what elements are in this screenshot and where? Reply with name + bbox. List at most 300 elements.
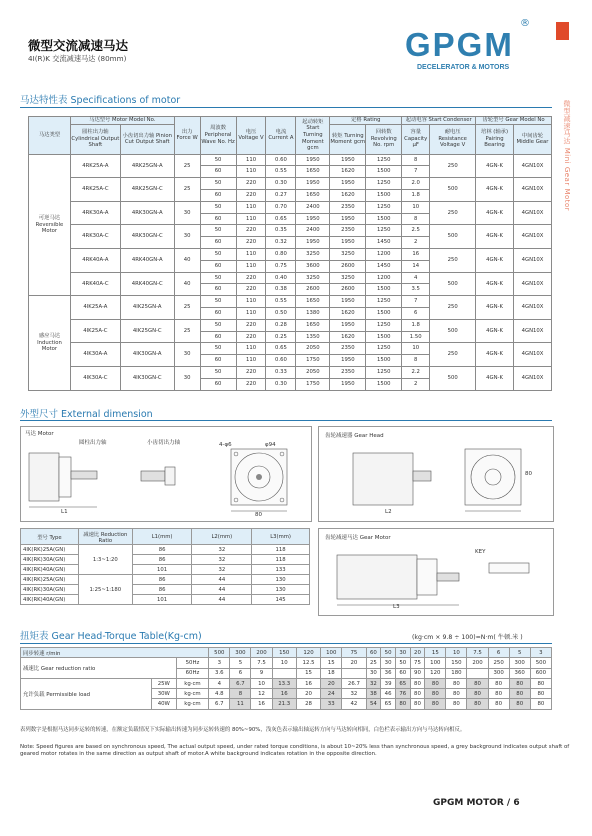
torque-ratio-cell: 50 bbox=[395, 658, 410, 668]
dim-table bbox=[20, 528, 310, 605]
torque-watt-cell: 40W bbox=[151, 699, 176, 709]
motor-drawing-panel bbox=[20, 426, 312, 522]
torque-load-cell: 24 bbox=[321, 689, 342, 699]
cyl-shaft-label: 圆柱出力轴 bbox=[79, 440, 107, 446]
spec-section-title: 马达特性表 Specifications of motor bbox=[20, 95, 181, 106]
torque-ratio-cell: 10 bbox=[272, 658, 296, 668]
spec-cell: 30 bbox=[174, 225, 200, 249]
spec-cell: 220 bbox=[236, 225, 266, 237]
spec-cell: 4GN10X bbox=[514, 201, 552, 225]
spec-cell: 30 bbox=[174, 201, 200, 225]
spec-cell: 1200 bbox=[366, 248, 402, 260]
spec-cell: 4RK30GN-C bbox=[120, 225, 174, 249]
spec-cell: 110 bbox=[236, 201, 266, 213]
spec-cell: 50 bbox=[200, 248, 236, 260]
spec-header-start: 起动转矩 Start Turning Moment gcm bbox=[296, 117, 330, 155]
torque-ratio-cell bbox=[342, 668, 366, 678]
spec-cell: 4IK25GN-A bbox=[120, 296, 174, 320]
spec-cell: 0.65 bbox=[266, 343, 296, 355]
spec-cell: 40 bbox=[174, 272, 200, 296]
spec-cell: 60 bbox=[200, 213, 236, 225]
spec-cell: 1250 bbox=[366, 366, 402, 378]
torque-load-cell: 20 bbox=[321, 678, 342, 688]
torque-load-cell: 26.7 bbox=[342, 678, 366, 688]
torque-speed-cell: 20 bbox=[410, 648, 425, 658]
dim-type-cell: 4IK(RK)40A(GN) bbox=[21, 565, 79, 575]
dim-type-cell: 4IK(RK)25A(GN) bbox=[21, 545, 79, 555]
torque-load-cell: 21.3 bbox=[272, 699, 296, 709]
dim-row bbox=[21, 555, 310, 565]
spec-cell: 50 bbox=[200, 154, 236, 166]
spec-cell: 8 bbox=[402, 154, 430, 166]
dim-ratio-cell: 1:3~1:20 bbox=[78, 545, 132, 575]
spec-cell: 2350 bbox=[330, 343, 366, 355]
spec-cell: 0.35 bbox=[266, 225, 296, 237]
spec-cell: 220 bbox=[236, 189, 266, 201]
spec-cell: 1650 bbox=[296, 319, 330, 331]
spec-cell: 1620 bbox=[330, 189, 366, 201]
spec-header-pinion: 小齿切出力轴 Pinion Cut Output Shaft bbox=[120, 124, 174, 154]
spec-row bbox=[29, 343, 552, 355]
torque-speed-cell: 10 bbox=[446, 648, 467, 658]
torque-ratio-cell: 3.6 bbox=[209, 668, 230, 678]
dim-cell: 130 bbox=[252, 575, 310, 585]
spec-cell: 3.5 bbox=[402, 284, 430, 296]
dim-cell: 118 bbox=[252, 555, 310, 565]
torque-speed-cell: 300 bbox=[230, 648, 251, 658]
torque-ratio-cell: 7.5 bbox=[251, 658, 272, 668]
spec-cell: 1350 bbox=[296, 331, 330, 343]
torque-load-cell: 80 bbox=[509, 678, 530, 688]
spec-cell: 1750 bbox=[296, 378, 330, 390]
spec-row bbox=[29, 248, 552, 260]
torque-ratio-label: 减速比 Gear reduction ratio bbox=[21, 658, 177, 679]
spec-cell: 4GN-K bbox=[476, 178, 514, 202]
spec-header-pair: 培林 (轴承) Pairing Bearing bbox=[476, 124, 514, 154]
spec-cell: 50 bbox=[200, 225, 236, 237]
torque-load-cell: 80 bbox=[530, 678, 551, 688]
side-label: 微型减速马达 Mini Gear Motor bbox=[563, 100, 571, 212]
torque-ratio-cell: 600 bbox=[530, 668, 551, 678]
spec-cell: 4IK30GN-C bbox=[120, 366, 174, 390]
torque-load-cell: 80 bbox=[467, 678, 488, 688]
torque-hz-cell: 50Hz bbox=[176, 658, 209, 668]
spec-cell: 110 bbox=[236, 355, 266, 367]
registered-mark: ® bbox=[520, 18, 530, 29]
spec-cell: 1950 bbox=[330, 154, 366, 166]
torque-load-cell: 16 bbox=[251, 699, 272, 709]
spec-row bbox=[29, 201, 552, 213]
spec-cell: 250 bbox=[430, 248, 476, 272]
spec-cell: 1200 bbox=[366, 272, 402, 284]
spec-cell: 4GN-K bbox=[476, 343, 514, 367]
spec-row bbox=[29, 366, 552, 378]
dim-header-l3: L3(mm) bbox=[252, 529, 310, 545]
torque-ratio-cell: 20 bbox=[342, 658, 366, 668]
spec-cell: 4IK30GN-A bbox=[120, 343, 174, 367]
torque-load-cell: 4 bbox=[209, 678, 230, 688]
torque-load-cell: 80 bbox=[530, 689, 551, 699]
spec-cell: 1250 bbox=[366, 178, 402, 190]
torque-load-cell: 80 bbox=[488, 678, 509, 688]
spec-cell: 3600 bbox=[296, 260, 330, 272]
spec-cell: 0.27 bbox=[266, 189, 296, 201]
torque-load-cell: 8 bbox=[230, 689, 251, 699]
torque-speed-cell: 150 bbox=[272, 648, 296, 658]
spec-cell: 220 bbox=[236, 237, 266, 249]
spec-header-rt: 转矩 Turning Moment gcm bbox=[330, 124, 366, 154]
spec-cell: 60 bbox=[200, 355, 236, 367]
torque-speed-cell: 30 bbox=[395, 648, 410, 658]
torque-ratio-cell: 200 bbox=[467, 658, 488, 668]
torque-load-cell: 80 bbox=[488, 689, 509, 699]
torque-ratio-cell: 90 bbox=[410, 668, 425, 678]
spec-cell: 110 bbox=[236, 343, 266, 355]
torque-load-cell: 46 bbox=[381, 689, 396, 699]
spec-cell: 2.5 bbox=[402, 225, 430, 237]
page-title: 微型交流减速马达 bbox=[28, 38, 129, 53]
torque-load-cell: 80 bbox=[446, 678, 467, 688]
brand-tagline: DECELERATOR & MOTORS bbox=[417, 64, 510, 71]
spec-cell: 2350 bbox=[330, 366, 366, 378]
torque-ratio-cell: 36 bbox=[381, 668, 396, 678]
spec-cell: 25 bbox=[174, 296, 200, 320]
torque-load-cell: 80 bbox=[488, 699, 509, 709]
torque-load-cell: 11 bbox=[230, 699, 251, 709]
spec-cell: 4GN10X bbox=[514, 296, 552, 320]
torque-ratio-cell: 180 bbox=[446, 668, 467, 678]
spec-row bbox=[29, 272, 552, 284]
spec-cell: 50 bbox=[200, 343, 236, 355]
spec-cell: 2 bbox=[402, 237, 430, 249]
spec-cell: 1250 bbox=[366, 154, 402, 166]
dim-l2-label: L2 bbox=[385, 509, 392, 515]
spec-cell: 4GN10X bbox=[514, 343, 552, 367]
gearmotor-drawing-panel bbox=[318, 528, 554, 616]
dim-cell: 130 bbox=[252, 585, 310, 595]
torque-speed-cell: 3 bbox=[530, 648, 551, 658]
spec-cell: 1650 bbox=[296, 166, 330, 178]
torque-ratio-cell: 15 bbox=[296, 668, 320, 678]
spec-cell: 1950 bbox=[330, 237, 366, 249]
torque-ratio-cell: 60 bbox=[395, 668, 410, 678]
note-en: Note: Speed figures are based on synchronous speed, The actual output speed, under rated torque conditions, is about 10~20% less than synchronous speed, a grey background indicates output shaft of geared motor rotates in the same direction as output shaft of motor.A white background indicates rotation in the opposite direction. bbox=[20, 744, 570, 758]
torque-speed-cell: 6 bbox=[488, 648, 509, 658]
spec-cell: 0.55 bbox=[266, 166, 296, 178]
spec-table bbox=[28, 116, 552, 391]
spec-cell: 1950 bbox=[296, 213, 330, 225]
page-subtitle: 4I(R)K 交流减速马达 (80mm) bbox=[28, 54, 127, 63]
spec-cell: 1950 bbox=[330, 178, 366, 190]
spec-cell: 4IK30A-C bbox=[70, 366, 120, 390]
torque-table bbox=[20, 647, 552, 710]
torque-load-cell: 28 bbox=[296, 699, 320, 709]
spec-header-force: 出力 Force W bbox=[174, 117, 200, 155]
torque-ratio-cell: 500 bbox=[530, 658, 551, 668]
dim-row bbox=[21, 595, 310, 605]
torque-divider bbox=[20, 643, 552, 644]
dim-cell: 86 bbox=[132, 555, 192, 565]
dim-l1-label: L1 bbox=[61, 509, 68, 515]
torque-watt-cell: 25W bbox=[151, 678, 176, 688]
torque-load-cell: 12 bbox=[251, 689, 272, 699]
dim-cell: 101 bbox=[132, 565, 192, 575]
spec-header-gear: 齿轮型号 Gear Model No bbox=[476, 117, 552, 125]
spec-cell: 0.70 bbox=[266, 201, 296, 213]
torque-load-cell: 80 bbox=[410, 678, 425, 688]
torque-ratio-cell: 300 bbox=[509, 658, 530, 668]
spec-cell: 1650 bbox=[296, 296, 330, 308]
torque-unit-cell: kg·cm bbox=[176, 699, 209, 709]
torque-load-cell: 80 bbox=[395, 699, 410, 709]
spec-cell: 220 bbox=[236, 366, 266, 378]
spec-cell: 1620 bbox=[330, 166, 366, 178]
spec-cell: 500 bbox=[430, 272, 476, 296]
spec-header-condenser: 起动电容 Start Condenser bbox=[402, 117, 476, 125]
spec-cell: 8 bbox=[402, 355, 430, 367]
spec-header-voltage: 电压 Voltage V bbox=[236, 117, 266, 155]
spec-cell: 110 bbox=[236, 154, 266, 166]
spec-header-current: 电流 Current A bbox=[266, 117, 296, 155]
dim-cell: 101 bbox=[132, 595, 192, 605]
gearhead-drawing bbox=[319, 427, 553, 521]
torque-speed-cell: 15 bbox=[425, 648, 446, 658]
torque-load-cell: 80 bbox=[509, 689, 530, 699]
spec-cell: 50 bbox=[200, 201, 236, 213]
spec-header-cap: 容量 Capacity μF bbox=[402, 124, 430, 154]
spec-cell: 6 bbox=[402, 307, 430, 319]
spec-header-res: 耐电压 Resistance Voltage V bbox=[430, 124, 476, 154]
spec-cell: 2600 bbox=[330, 284, 366, 296]
torque-speed-cell: 120 bbox=[296, 648, 320, 658]
torque-load-cell: 16 bbox=[296, 678, 320, 688]
spec-cell: 4GN-K bbox=[476, 201, 514, 225]
torque-load-cell: 80 bbox=[425, 689, 446, 699]
spec-cell: 4RK30A-C bbox=[70, 225, 120, 249]
spec-cell: 250 bbox=[430, 296, 476, 320]
spec-cell: 1450 bbox=[366, 260, 402, 272]
spec-type-cell: 可逆马达 Reversible Motor bbox=[29, 154, 71, 296]
note-cn: 表列数字是根据马达同步运转的转速，在额定负载情况下实际输出转速为同步运转转速的 80%~90%，浅灰色表示输出轴运转方向与马达转向相同，白色栏表示输出方向与马达转向相反。 bbox=[20, 727, 466, 733]
spec-cell: 1500 bbox=[366, 378, 402, 390]
spec-header-model: 马达型号 Motor Model No. bbox=[70, 117, 174, 125]
spec-cell: 1950 bbox=[330, 319, 366, 331]
page-footer: GPGM MOTOR / 6 bbox=[433, 798, 520, 808]
spec-cell: 1450 bbox=[366, 237, 402, 249]
torque-ratio-cell: 150 bbox=[446, 658, 467, 668]
torque-ratio-row bbox=[21, 658, 552, 668]
dim-ratio-cell: 1:25~1:180 bbox=[78, 575, 132, 605]
spec-cell: 4RK40GN-C bbox=[120, 272, 174, 296]
spec-cell: 2.0 bbox=[402, 178, 430, 190]
spec-cell: 500 bbox=[430, 366, 476, 390]
spec-cell: 4RK40GN-A bbox=[120, 248, 174, 272]
spec-cell: 500 bbox=[430, 319, 476, 343]
torque-ratio-cell: 100 bbox=[425, 658, 446, 668]
spec-cell: 1500 bbox=[366, 355, 402, 367]
spec-header-rating: 定格 Rating bbox=[330, 117, 402, 125]
spec-cell: 1500 bbox=[366, 166, 402, 178]
spec-cell: 60 bbox=[200, 189, 236, 201]
spec-cell: 60 bbox=[200, 331, 236, 343]
dim-cell: 86 bbox=[132, 575, 192, 585]
spec-cell: 4GN10X bbox=[514, 225, 552, 249]
spec-cell: 1500 bbox=[366, 189, 402, 201]
dim-row bbox=[21, 565, 310, 575]
spec-cell: 50 bbox=[200, 319, 236, 331]
torque-load-cell: 80 bbox=[467, 699, 488, 709]
torque-load-cell: 65 bbox=[395, 678, 410, 688]
spec-header-type: 马达类型 bbox=[29, 117, 71, 155]
spec-cell: 0.28 bbox=[266, 319, 296, 331]
spec-cell: 1380 bbox=[296, 307, 330, 319]
torque-load-cell: 6.7 bbox=[230, 678, 251, 688]
spec-cell: 250 bbox=[430, 154, 476, 178]
dim-cell: 32 bbox=[192, 565, 252, 575]
spec-cell: 4GN10X bbox=[514, 248, 552, 272]
spec-cell: 4RK40A-A bbox=[70, 248, 120, 272]
spec-cell: 10 bbox=[402, 201, 430, 213]
spec-cell: 4GN-K bbox=[476, 319, 514, 343]
spec-cell: 4IK25A-A bbox=[70, 296, 120, 320]
spec-cell: 1250 bbox=[366, 319, 402, 331]
spec-cell: 50 bbox=[200, 178, 236, 190]
spec-cell: 50 bbox=[200, 296, 236, 308]
dim-cell: 86 bbox=[132, 545, 192, 555]
torque-ratio-cell: 300 bbox=[488, 668, 509, 678]
spec-cell: 220 bbox=[236, 284, 266, 296]
spec-cell: 25 bbox=[174, 154, 200, 178]
spec-cell: 0.30 bbox=[266, 178, 296, 190]
spec-cell: 4RK25GN-C bbox=[120, 178, 174, 202]
spec-cell: 30 bbox=[174, 366, 200, 390]
spec-cell: 4RK25GN-A bbox=[120, 154, 174, 178]
pinion-shaft-label: 小齿切出力轴 bbox=[147, 440, 181, 446]
spec-cell: 4GN-K bbox=[476, 272, 514, 296]
spec-cell: 4GN10X bbox=[514, 154, 552, 178]
torque-load-cell: 4.8 bbox=[209, 689, 230, 699]
spec-type-cell: 感应马达 Induction Motor bbox=[29, 296, 71, 390]
spec-cell: 4RK25A-A bbox=[70, 154, 120, 178]
holes-label: 4-φ6 bbox=[219, 442, 232, 448]
torque-ratio-cell bbox=[467, 668, 488, 678]
spec-cell: 4GN-K bbox=[476, 225, 514, 249]
spec-cell: 2350 bbox=[330, 201, 366, 213]
spec-cell: 4IK25GN-C bbox=[120, 319, 174, 343]
torque-unit-note: (kg·cm × 9.8 ÷ 100)=N·m( 牛顿.米 ) bbox=[412, 634, 523, 641]
spec-cell: 4GN-K bbox=[476, 154, 514, 178]
spec-cell: 60 bbox=[200, 166, 236, 178]
torque-ratio-cell: 120 bbox=[425, 668, 446, 678]
dim-type-cell: 4IK(RK)30A(GN) bbox=[21, 555, 79, 565]
gearmotor-drawing bbox=[319, 529, 553, 615]
torque-load-cell: 10 bbox=[251, 678, 272, 688]
spec-cell: 1250 bbox=[366, 296, 402, 308]
spec-cell: 25 bbox=[174, 178, 200, 202]
torque-ratio-cell: 360 bbox=[509, 668, 530, 678]
dim-cell: 118 bbox=[252, 545, 310, 555]
torque-speed-cell: 5 bbox=[509, 648, 530, 658]
spec-cell: 2 bbox=[402, 378, 430, 390]
torque-section-title: 扭矩表 Gear Head-Torque Table(Kg-cm) bbox=[20, 631, 202, 642]
spec-cell: 4 bbox=[402, 272, 430, 284]
dim-l3-label: L3 bbox=[393, 604, 400, 610]
spec-cell: 250 bbox=[430, 343, 476, 367]
torque-ratio-cell: 25 bbox=[366, 658, 381, 668]
side-color-tab bbox=[556, 22, 569, 40]
torque-load-cell: 65 bbox=[381, 699, 396, 709]
spec-cell: 500 bbox=[430, 225, 476, 249]
dim-cell: 133 bbox=[252, 565, 310, 575]
spec-cell: 4RK25A-C bbox=[70, 178, 120, 202]
torque-speed-cell: 75 bbox=[342, 648, 366, 658]
torque-ratio-cell: 12.5 bbox=[296, 658, 320, 668]
spec-cell: 30 bbox=[174, 343, 200, 367]
spec-cell: 60 bbox=[200, 307, 236, 319]
phi94-label: φ94 bbox=[265, 442, 276, 448]
spec-cell: 1950 bbox=[296, 154, 330, 166]
spec-header-freq: 周波数 Peripheral Wave No. Hz bbox=[200, 117, 236, 155]
dim-row bbox=[21, 545, 310, 555]
torque-ratio-cell: 9 bbox=[251, 668, 272, 678]
torque-ratio-cell: 5 bbox=[230, 658, 251, 668]
spec-cell: 0.65 bbox=[266, 213, 296, 225]
torque-load-cell: 32 bbox=[366, 678, 381, 688]
spec-cell: 4GN-K bbox=[476, 296, 514, 320]
dim-header-type: 型号 Type bbox=[21, 529, 79, 545]
spec-cell: 0.60 bbox=[266, 355, 296, 367]
dim-row bbox=[21, 585, 310, 595]
torque-ratio-cell: 15 bbox=[321, 658, 342, 668]
spec-cell: 4RK30GN-A bbox=[120, 201, 174, 225]
torque-speed-cell: 7.5 bbox=[467, 648, 488, 658]
spec-cell: 1650 bbox=[296, 189, 330, 201]
spec-cell: 1500 bbox=[366, 331, 402, 343]
gearmotor-label: 齿轮减速马达 Gear Motor bbox=[325, 535, 391, 541]
spec-cell: 1620 bbox=[330, 331, 366, 343]
torque-load-cell: 16 bbox=[272, 689, 296, 699]
spec-cell: 1950 bbox=[330, 296, 366, 308]
spec-cell: 0.32 bbox=[266, 237, 296, 249]
spec-cell: 3250 bbox=[296, 248, 330, 260]
spec-header-mid: 中间齿轮 Middle Gear bbox=[514, 124, 552, 154]
torque-speed-cell: 100 bbox=[321, 648, 342, 658]
spec-cell: 0.25 bbox=[266, 331, 296, 343]
spec-cell: 110 bbox=[236, 166, 266, 178]
torque-load-cell: 13.3 bbox=[272, 678, 296, 688]
torque-speed-label: 同步转速 r/min bbox=[21, 648, 209, 658]
dim-section-title: 外型尺寸 External dimension bbox=[20, 409, 153, 420]
spec-cell: 2050 bbox=[296, 366, 330, 378]
spec-header-rr: 回转数 Revolving No. rpm bbox=[366, 124, 402, 154]
spec-row bbox=[29, 154, 552, 166]
spec-cell: 50 bbox=[200, 272, 236, 284]
spec-cell: 220 bbox=[236, 272, 266, 284]
spec-cell: 0.33 bbox=[266, 366, 296, 378]
spec-cell: 8 bbox=[402, 213, 430, 225]
torque-load-cell: 6.7 bbox=[209, 699, 230, 709]
spec-cell: 0.38 bbox=[266, 284, 296, 296]
spec-cell: 4GN-K bbox=[476, 248, 514, 272]
torque-load-cell: 38 bbox=[366, 689, 381, 699]
spec-cell: 0.50 bbox=[266, 307, 296, 319]
torque-ratio-cell bbox=[272, 668, 296, 678]
spec-cell: 1500 bbox=[366, 307, 402, 319]
spec-cell: 1.8 bbox=[402, 189, 430, 201]
torque-load-cell: 76 bbox=[395, 689, 410, 699]
torque-unit-cell: kg·cm bbox=[176, 689, 209, 699]
dim-header-l2: L2(mm) bbox=[192, 529, 252, 545]
